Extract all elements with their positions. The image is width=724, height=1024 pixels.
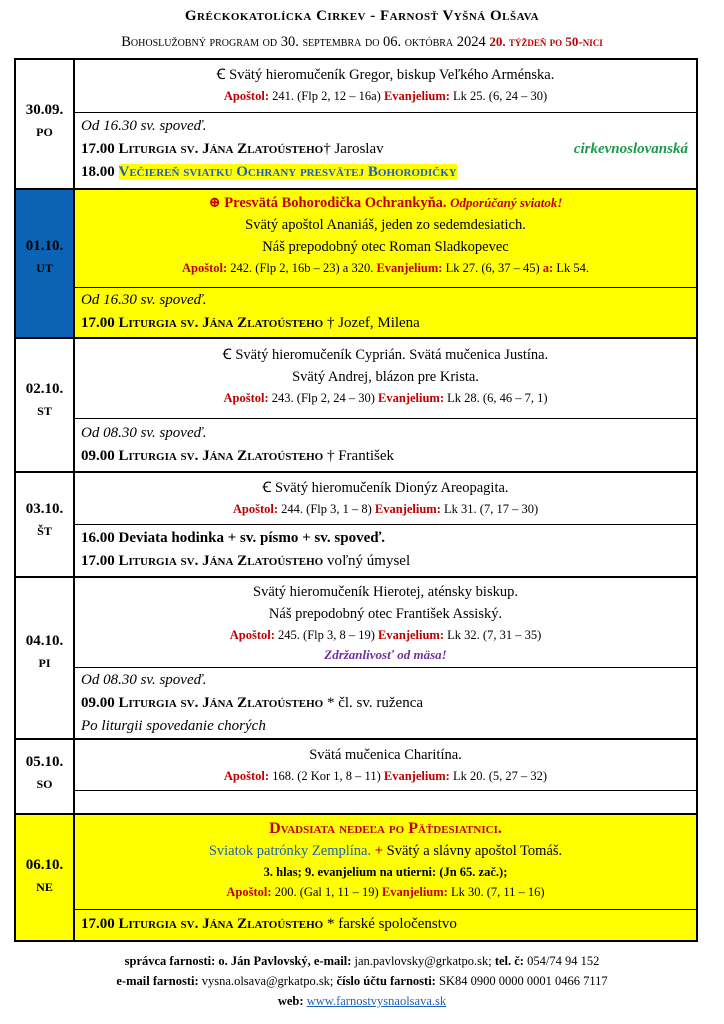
date: 05.10. [25, 754, 64, 770]
service-time: 17.00 [81, 315, 115, 331]
services [75, 419, 696, 471]
commemoration: Svätá mučenica Charitína. [309, 747, 462, 763]
date: 01.10. [25, 238, 64, 254]
weekday: PI [38, 656, 51, 670]
apostol-ref: 241. (Flp 2, 12 – 16a) [272, 89, 381, 103]
evanjelium-ref: Lk 31. (7, 17 – 30) [444, 502, 539, 516]
weekday: UT [36, 261, 53, 275]
commemoration: Ꞓ Svätý hieromučeník Gregor, biskup Veľkého Arménska. [216, 67, 555, 83]
patron-feast: Sviatok patrónky Zemplína. [208, 843, 372, 859]
plus-sign: + [374, 843, 384, 859]
subtitle-text: Bohoslužobný program od 30. septembra do 06. októbra 2024 [121, 34, 486, 50]
feast-note: Odporúčaný sviatok! [450, 195, 563, 210]
readings [75, 766, 696, 786]
administrator-label: správca farnosti: o. Ján Pavlovský, e-mail: [124, 954, 352, 968]
services [75, 668, 696, 738]
liturgy-name: Liturgia sv. Jána Zlatoústeho [118, 315, 324, 331]
apostol-ref: 242. (Flp 2, 16b – 23) a 320. [230, 261, 374, 275]
fast-note: Zdržanlivosť od mäsa! [324, 647, 447, 662]
service-line [75, 138, 696, 161]
schedule-table [14, 58, 698, 942]
date: 06.10. [25, 857, 64, 873]
day-row [16, 60, 696, 190]
apostol-label: Apoštol: [223, 89, 269, 103]
intention: voľný úmysel [326, 553, 411, 569]
evanjelium-label: Evanjelium: [378, 628, 445, 642]
services [75, 113, 696, 188]
evanjelium-label: Evanjelium: [378, 391, 445, 405]
fast-note-row [75, 645, 696, 665]
commemoration: Náš prepodobný otec Roman Sladkopevec [262, 239, 509, 255]
service-time: 17.00 [81, 553, 115, 569]
evanjelium-ref: Lk 20. (5, 27 – 32) [452, 769, 548, 783]
tone-line: 3. hlas; 9. evanjelium na utierni: (Jn 65. zač.); [263, 865, 508, 879]
readings [75, 625, 696, 645]
service-time: 17.00 [81, 141, 115, 157]
date-cell [16, 815, 75, 940]
date-cell [16, 578, 75, 738]
feast-line [75, 192, 696, 214]
liturgy-name: Liturgia sv. Jána Zlatoústeho [118, 695, 324, 711]
administrator-email[interactable]: jan.pavlovsky@grkatpo.sk; [354, 954, 492, 968]
day-row [16, 339, 696, 473]
day-row [16, 578, 696, 740]
liturgical-info [75, 740, 696, 791]
feast-line [75, 818, 696, 840]
date-cell [16, 740, 75, 813]
service-line [75, 312, 696, 335]
date: 04.10. [25, 633, 64, 649]
service-line [75, 161, 696, 184]
services [75, 791, 696, 813]
day-row [16, 740, 696, 815]
liturgical-info [75, 190, 696, 288]
apostol-ref: 168. (2 Kor 1, 8 – 11) [272, 769, 381, 783]
web-label: web: [277, 994, 304, 1008]
apostol-label: Apoštol: [223, 391, 269, 405]
evanjelium-label: Evanjelium: [383, 89, 450, 103]
evanjelium-label: Evanjelium: [381, 885, 448, 899]
day-row [16, 190, 696, 339]
footer [0, 951, 724, 1011]
liturgy-name: Liturgia sv. Jána Zlatoústeho [118, 553, 324, 569]
liturgical-info [75, 578, 696, 668]
week-label: 20. týždeň po 50-nici [489, 34, 603, 49]
apostol-ref: 243. (Flp 2, 24 – 30) [271, 391, 375, 405]
evanjelium-ref: Lk 27. (6, 37 – 45) [445, 261, 540, 275]
date: 02.10. [25, 381, 64, 397]
commemoration: Svätý apoštol Ananiáš, jeden zo sedemdesiatich. [245, 217, 526, 233]
evanjelium-ref: Lk 28. (6, 46 – 7, 1) [447, 391, 548, 405]
date-cell [16, 60, 75, 188]
service-time: 09.00 [81, 695, 115, 711]
confession-note: Od 16.30 sv. spoveď. [81, 292, 207, 308]
extra-ref: Lk 54. [556, 261, 589, 275]
service-line [75, 913, 696, 936]
services [75, 288, 696, 337]
page-title: Gréckokatolícka Cirkev - Farnosť Vyšná Olšava [184, 8, 540, 24]
weekday: ŠT [37, 524, 52, 538]
intention: † Jozef, Milena [326, 315, 420, 331]
apostol-ref: 245. (Flp 3, 8 – 19) [278, 628, 375, 642]
apostol-label: Apoštol: [182, 261, 228, 275]
service-time: 09.00 [81, 448, 115, 464]
commemoration: Svätý Andrej, blázon pre Krista. [292, 369, 479, 385]
apostol-label: Apoštol: [226, 885, 272, 899]
weekday: PO [36, 125, 53, 139]
commemoration-line [75, 840, 696, 862]
footer-line-1 [0, 951, 724, 971]
date-cell [16, 339, 75, 471]
feast-title: Dvadsiata nedeľa po Päťdesiatnici. [269, 820, 502, 837]
apostol-ref: 200. (Gal 1, 11 – 19) [274, 885, 379, 899]
date-cell [16, 190, 75, 337]
service-time: 17.00 [81, 916, 115, 932]
feast-title: ⊕ Presvätá Bohorodička Ochrankyňa. [208, 195, 447, 211]
service-time: 18.00 [81, 164, 115, 180]
commemoration: Svätý a slávny apoštol Tomáš. [386, 843, 563, 859]
service-line [75, 692, 696, 715]
evanjelium-ref: Lk 32. (7, 31 – 35) [447, 628, 542, 642]
service-line [75, 445, 696, 468]
readings [75, 882, 696, 902]
evanjelium-label: Evanjelium: [374, 502, 441, 516]
extra-label: a: [542, 261, 554, 275]
footer-line-3 [0, 991, 724, 1011]
liturgy-name: Liturgia sv. Jána Zlatoústeho [118, 916, 324, 932]
intention: * čl. sv. ruženca [326, 695, 424, 711]
intention: * farské spoločenstvo [326, 916, 457, 932]
apostol-label: Apoštol: [232, 502, 279, 516]
tel-label: tel. č: [494, 954, 524, 968]
evanjelium-label: Evanjelium: [383, 769, 450, 783]
footer-line-2 [0, 971, 724, 991]
parish-email-label: e-mail farnosti: [116, 974, 199, 988]
confession-note: Od 16.30 sv. spoveď. [81, 118, 207, 134]
apostol-label: Apoštol: [223, 769, 270, 783]
readings [75, 388, 696, 408]
service-line: 16.00 Deviata hodinka + sv. písmo + sv. spoveď. [81, 530, 385, 546]
liturgical-info [75, 60, 696, 113]
evanjelium-label: Evanjelium: [376, 261, 443, 275]
page-subtitle [0, 34, 724, 51]
weekday: SO [36, 777, 53, 791]
commemoration: Svätý hieromučeník Hierotej, aténsky biskup. [253, 584, 518, 600]
date: 03.10. [25, 501, 64, 517]
liturgical-info [75, 815, 696, 910]
language-note: cirkevnoslovanská [573, 141, 688, 157]
confession-note: Od 08.30 sv. spoveď. [81, 425, 207, 441]
apostol-ref: 244. (Flp 3, 1 – 8) [281, 502, 372, 516]
liturgy-name: Liturgia sv. Jána Zlatoústeho [118, 141, 324, 157]
evanjelium-ref: Lk 25. (6, 24 – 30) [453, 89, 548, 103]
commemoration: Náš prepodobný otec František Assiský. [268, 606, 503, 622]
commemoration: Ꞓ Svätý hieromučeník Cyprián. Svätá mučenica Justína. [222, 347, 549, 363]
readings [75, 499, 696, 519]
commemoration: Ꞓ Svätý hieromučeník Dionýz Areopagita. [262, 480, 509, 496]
vespers-highlight: Večiereň sviatku Ochrany presvätej Bohorodičky [118, 164, 457, 180]
day-row [16, 815, 696, 940]
date: 30.09. [25, 102, 64, 118]
readings [75, 86, 696, 106]
evanjelium-ref: Lk 30. (7, 11 – 16) [450, 885, 545, 899]
confession-note: Od 08.30 sv. spoveď. [81, 672, 207, 688]
day-row [16, 473, 696, 578]
date-cell [16, 473, 75, 576]
service-line [75, 550, 696, 573]
web-link[interactable]: www.farnostvysnaolsava.sk [306, 994, 447, 1008]
liturgical-info [75, 339, 696, 419]
account-label: číslo účtu farnosti: [336, 974, 436, 988]
sick-confession-note: Po liturgii spovedanie chorých [81, 718, 266, 734]
services [75, 910, 696, 940]
tel-number: 054/74 94 152 [527, 954, 600, 968]
weekday: ST [37, 404, 52, 418]
weekday: NE [36, 880, 53, 894]
apostol-label: Apoštol: [229, 628, 275, 642]
liturgical-info [75, 473, 696, 525]
parish-email[interactable]: vysna.olsava@grkatpo.sk; [201, 974, 334, 988]
services [75, 525, 696, 576]
readings [75, 258, 696, 278]
intention: † František [326, 448, 395, 464]
liturgy-name: Liturgia sv. Jána Zlatoústeho [118, 448, 324, 464]
account-number: SK84 0900 0000 0001 0466 7117 [438, 974, 608, 988]
intention: † Jaroslav [323, 141, 384, 157]
